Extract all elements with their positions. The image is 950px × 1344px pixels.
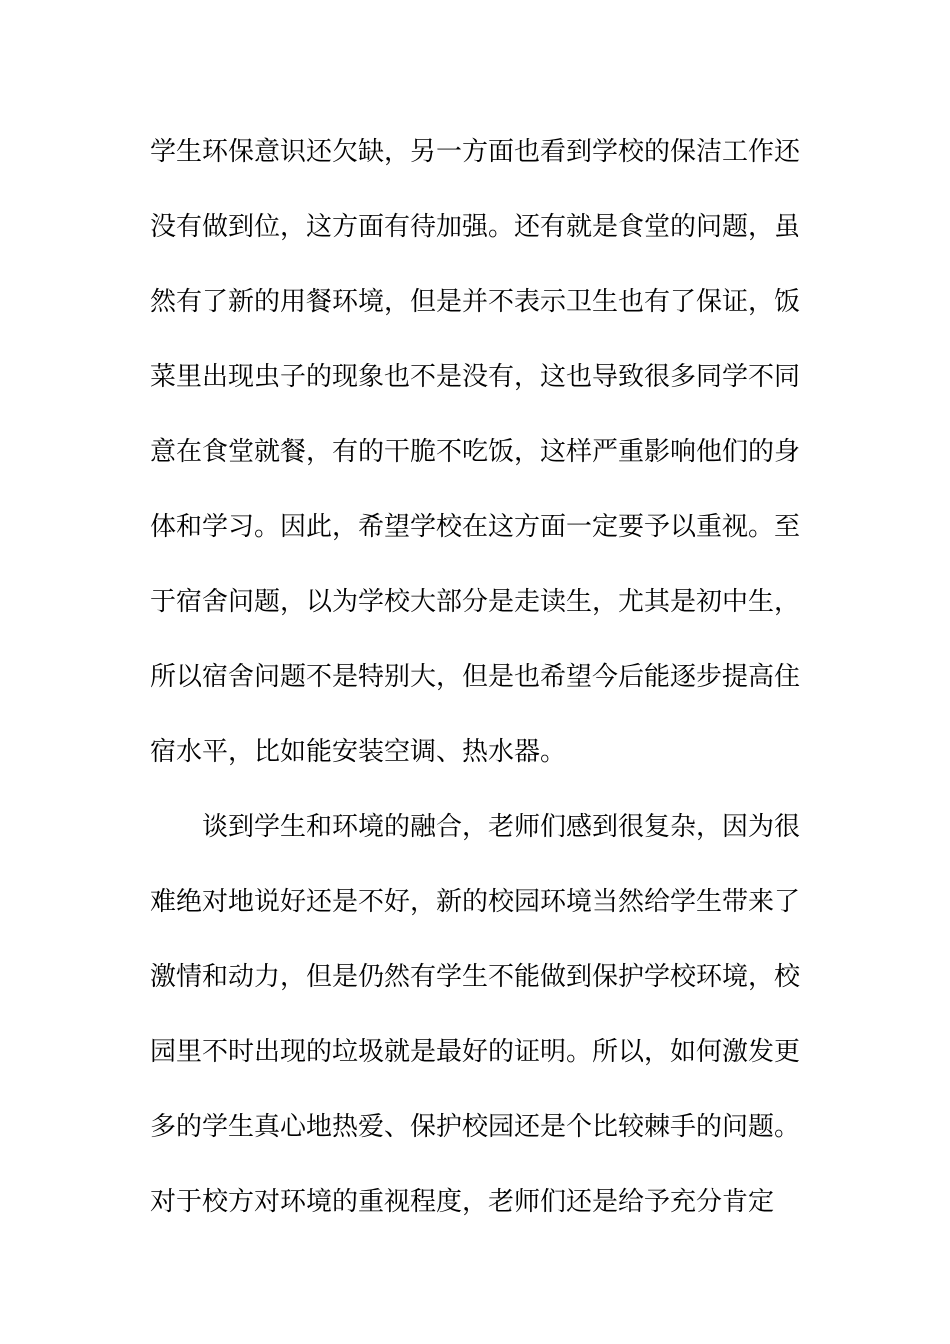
text-line-13: 园里不时出现的垃圾就是最好的证明。所以，如何激发更 xyxy=(150,1037,801,1067)
text-line-12: 激情和动力，但是仍然有学生不能做到保护学校环境，校 xyxy=(150,962,801,992)
text-line-7: 于宿舍问题，以为学校大部分是走读生，尤其是初中生， xyxy=(150,587,801,617)
text-line-1: 学生环保意识还欠缺，另一方面也看到学校的保洁工作还 xyxy=(150,137,801,167)
text-line-15: 对于校方对环境的重视程度，老师们还是给予充分肯定 xyxy=(150,1187,775,1217)
text-line-3: 然有了新的用餐环境，但是并不表示卫生也有了保证，饭 xyxy=(150,287,801,317)
text-line-10: 谈到学生和环境的融合，老师们感到很复杂，因为很 xyxy=(202,812,801,842)
text-line-5: 意在食堂就餐，有的干脆不吃饭，这样严重影响他们的身 xyxy=(150,437,801,467)
text-line-11: 难绝对地说好还是不好，新的校园环境当然给学生带来了 xyxy=(150,887,801,917)
text-line-9: 宿水平，比如能安装空调、热水器。 xyxy=(150,737,567,767)
text-line-4: 菜里出现虫子的现象也不是没有，这也导致很多同学不同 xyxy=(150,362,801,392)
text-line-2: 没有做到位，这方面有待加强。还有就是食堂的问题，虽 xyxy=(150,212,801,242)
text-line-8: 所以宿舍问题不是特别大，但是也希望今后能逐步提高住 xyxy=(150,662,801,692)
text-line-6: 体和学习。因此，希望学校在这方面一定要予以重视。至 xyxy=(150,512,801,542)
body-text xyxy=(150,128,800,1253)
text-line-14: 多的学生真心地热爱、保护校园还是个比较棘手的问题。 xyxy=(150,1112,801,1142)
